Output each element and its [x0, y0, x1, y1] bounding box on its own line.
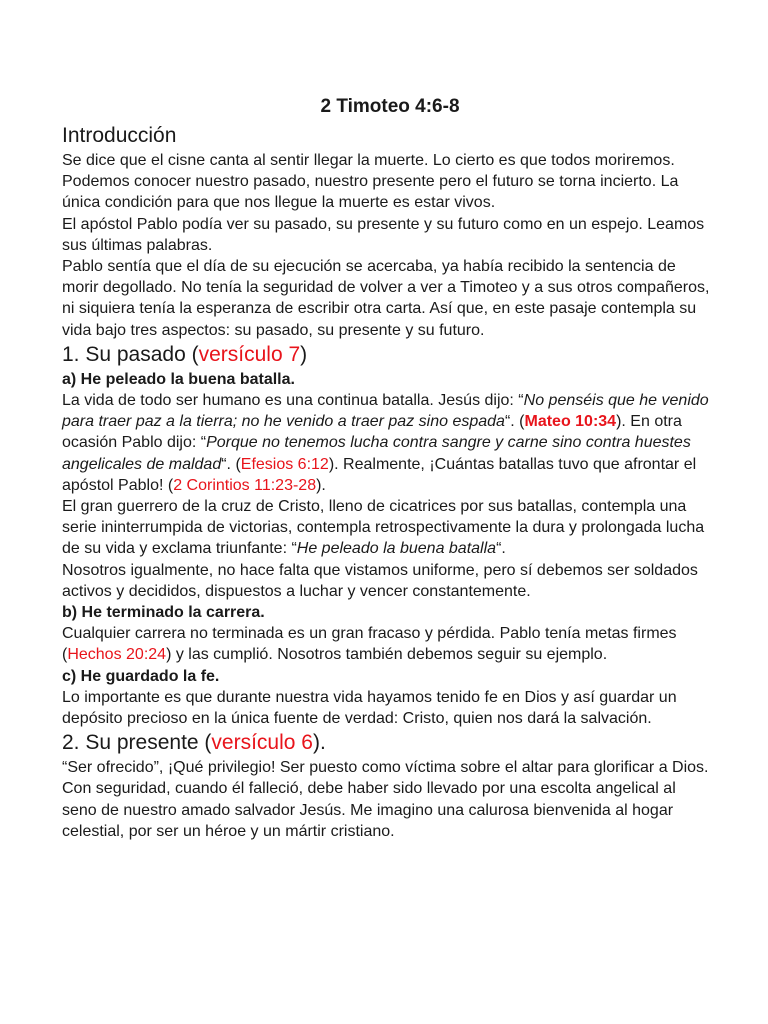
text-run: “. (: [504, 413, 525, 431]
intro-paragraph-3: Pablo sentía que el día de su ejecución se acercaba, ya había recibido la sentencia de morir degollado. No tenía la seguridad de volver a ver a Timoteo y a sus otros compañeros, ni siquiera tenía la esperanza de escribir otra carta. Así que, en este pasaje contempla su vida bajo tres aspectos: su pasado, su presente y su futuro.: [62, 258, 710, 339]
section-2-heading: [62, 729, 712, 757]
subsection-b-heading: b) He terminado la carrera.: [62, 604, 265, 622]
quote-mateo: No penséis que he venido para traer paz a la tierra; no he venido a traer paz sino espada: [62, 392, 709, 431]
subsection-a-paragraph-3: Nosotros igualmente, no hace falta que vistamos uniforme, pero sí debemos ser soldados activos y decididos, dispuestos a luchar y vencer constantemente.: [62, 561, 698, 600]
section-1-heading: [62, 341, 712, 369]
section-1-verse-link[interactable]: versículo 7: [198, 342, 301, 366]
section-2-heading-close: ).: [312, 731, 326, 755]
text-run: “. (: [221, 455, 241, 473]
text-run: ).: [316, 476, 326, 494]
ref-link-efesios[interactable]: Efesios 6:12: [240, 455, 329, 473]
text-run: ). En otra ocasión Pablo dijo: “: [62, 413, 682, 452]
subsection-b-paragraph: [62, 623, 712, 665]
section-1-heading-close: ): [300, 342, 308, 366]
intro-heading: Introducción: [62, 124, 177, 147]
ref-link-hechos[interactable]: Hechos 20:24: [67, 646, 167, 664]
text-run: La vida de todo ser humano es una continua batalla. Jesús dijo: “: [62, 392, 524, 410]
document-title: 2 Timoteo 4:6-8: [320, 96, 460, 117]
ref-link-mateo[interactable]: Mateo 10:34: [524, 413, 617, 431]
subsection-a-heading: a) He peleado la buena batalla.: [62, 370, 295, 388]
text-run: El gran guerrero de la cruz de Cristo, lleno de cicatrices por sus batallas, contempla una serie ininterrumpida de victorias, contempla retrospectivamente la dura y prolongada lucha de su vida y exclama triunfante: “: [62, 498, 705, 558]
text-run: Cualquier carrera no terminada es un gran fracaso y pérdida. Pablo tenía metas firmes (: [62, 625, 677, 664]
quote-efesios: Porque no tenemos lucha contra sangre y carne sino contra huestes angelicales de maldad: [62, 434, 691, 473]
section-1-heading-text: 1. Su pasado (: [62, 342, 199, 366]
subsection-c-paragraph: Lo importante es que durante nuestra vida hayamos tenido fe en Dios y así guardar un depósito precioso en la única fuente de verdad: Cristo, quien nos dará la salvación.: [62, 688, 677, 728]
subsection-c-heading: c) He guardado la fe.: [62, 667, 220, 685]
text-run: ) y las cumplió. Nosotros también debemos seguir su ejemplo.: [166, 646, 608, 664]
document-page: [62, 92, 712, 842]
intro-paragraph-1: Se dice que el cisne canta al sentir llegar la muerte. Lo cierto es que todos moriremos. Podemos conocer nuestro pasado, nuestro presente pero el futuro se torna incierto. La única condición para que nos llegue la muerte es estar vivos.: [62, 152, 679, 212]
text-run: ). Realmente, ¡Cuántas batallas tuvo que afrontar el apóstol Pablo! (: [62, 455, 697, 494]
ref-link-corintios[interactable]: 2 Corintios 11:23-28: [173, 476, 317, 494]
intro-paragraph-2: El apóstol Pablo podía ver su pasado, su presente y su futuro como en un espejo. Leamos sus últimas palabras.: [62, 215, 705, 254]
section-2-paragraph: “Ser ofrecido”, ¡Qué privilegio! Ser puesto como víctima sobre el altar para glorificar a Dios. Con seguridad, cuando él falleció, debe haber sido llevado por una escolta angelical al seno de nuestro amado salvador Jesús. Me imagino una calurosa bienvenida al hogar celestial, por ser un héroe y un mártir cristiano.: [62, 759, 709, 840]
subsection-a-paragraph-1: [62, 390, 712, 496]
quote-batalla: He peleado la buena batalla: [296, 540, 497, 558]
section-2-verse-link[interactable]: versículo 6: [211, 731, 313, 755]
subsection-a-paragraph-2: [62, 496, 712, 560]
section-2-heading-text: 2. Su presente (: [62, 731, 212, 755]
text-run: “.: [496, 540, 506, 558]
